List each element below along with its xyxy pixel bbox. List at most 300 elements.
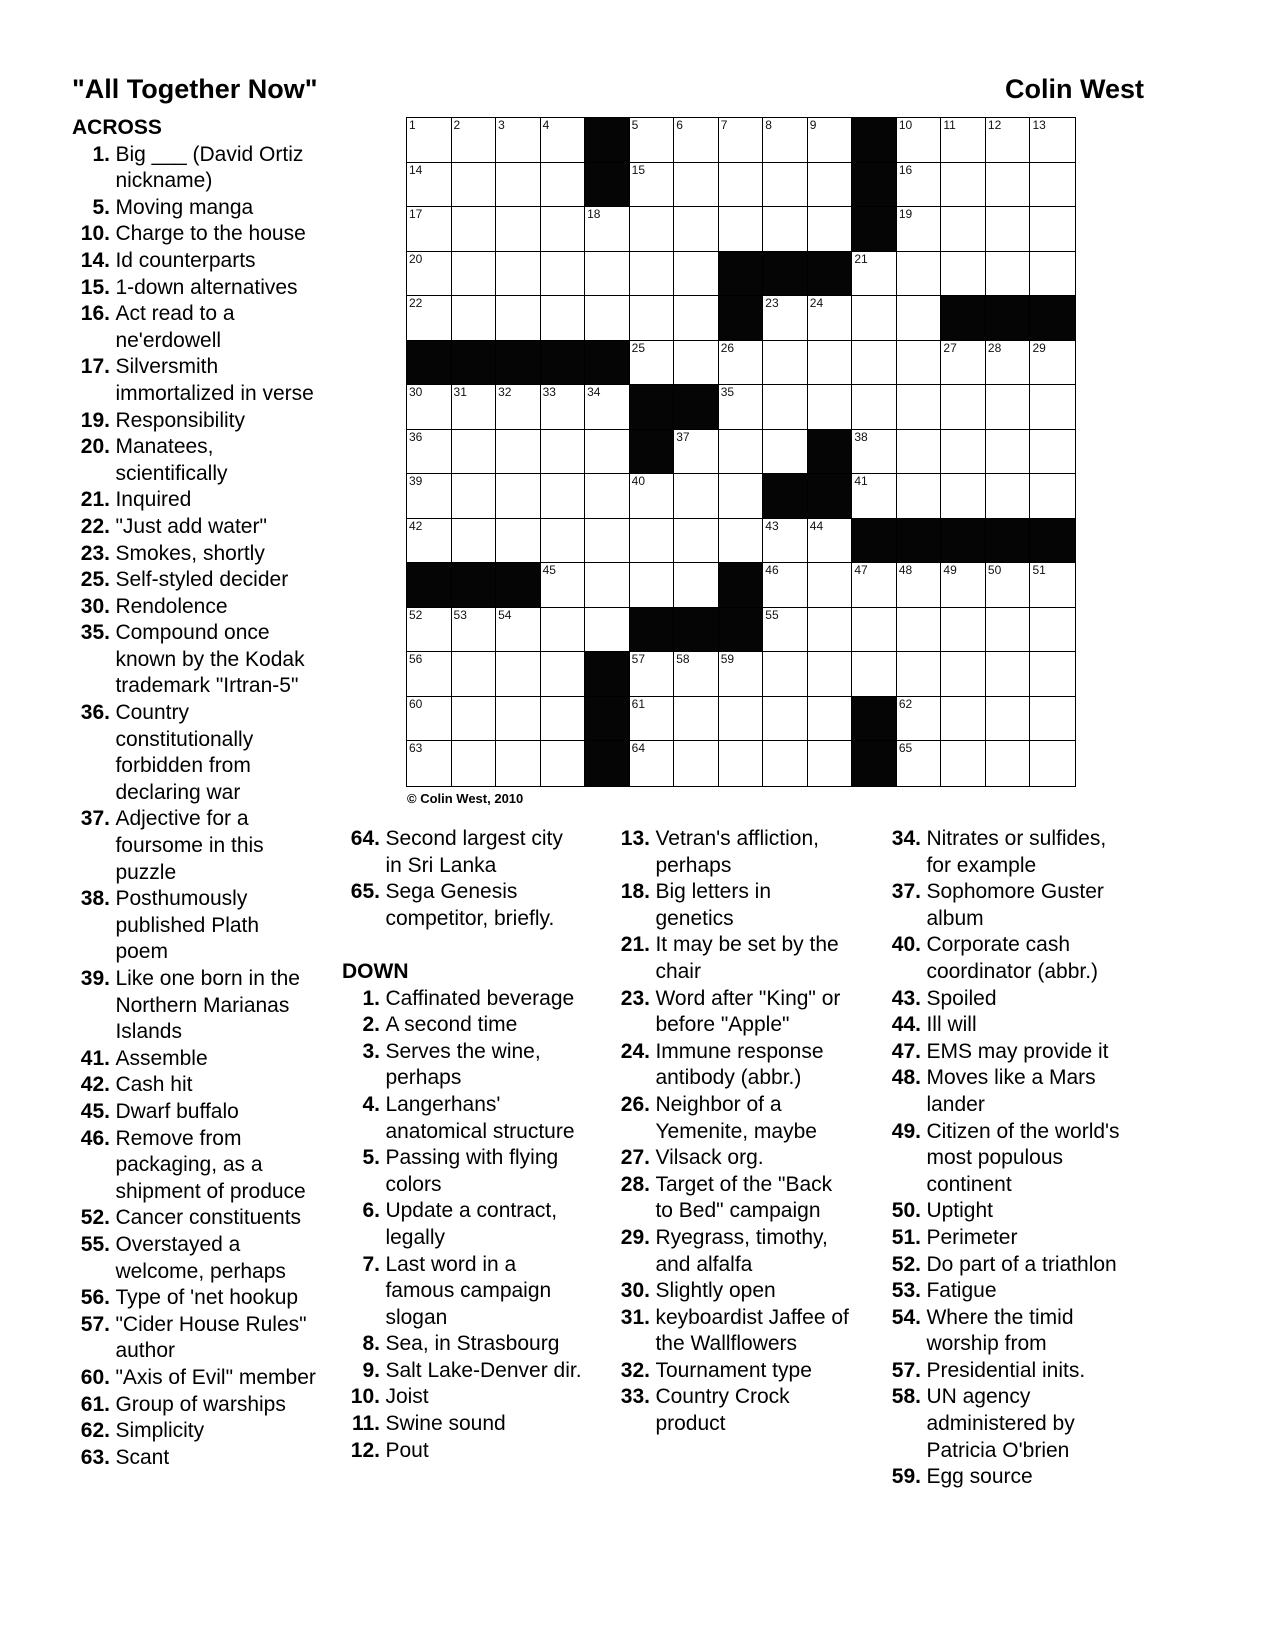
clue-number: 23. [80,541,110,565]
grid-cell[interactable] [452,474,497,519]
grid-cell[interactable] [719,474,764,519]
grid-cell[interactable] [630,652,675,697]
grid-cell[interactable] [1030,563,1075,608]
clue-text [650,1225,882,1278]
grid-cell[interactable] [407,163,452,208]
grid-cell[interactable] [719,430,764,475]
grid-cell[interactable] [630,563,675,608]
grid-cell[interactable] [986,652,1031,697]
crossword-grid[interactable] [406,117,1076,787]
clue-text [650,826,882,879]
grid-cell[interactable] [407,296,452,341]
grid-cell[interactable] [941,207,986,252]
grid-cell[interactable] [674,474,719,519]
clue-item [72,1445,342,1472]
grid-cell[interactable] [763,430,808,475]
grid-cell[interactable] [941,163,986,208]
grid-cell[interactable] [897,608,942,653]
grid-cell[interactable] [407,252,452,297]
clue-text [921,1119,1153,1199]
grid-cell[interactable] [808,385,853,430]
grid-cell[interactable] [763,296,808,341]
grid-cell[interactable] [852,341,897,386]
grid-cell[interactable] [808,608,853,653]
grid-cell[interactable] [1030,741,1075,786]
grid-cell[interactable] [808,296,853,341]
grid-block [585,341,630,386]
grid-cell[interactable] [585,385,630,430]
clue-item [72,886,342,966]
clue-item [883,1065,1153,1118]
grid-cell[interactable] [1030,252,1075,297]
grid-cell[interactable] [496,608,541,653]
grid-cell[interactable] [541,207,586,252]
grid-cell[interactable] [496,474,541,519]
clue-text [921,879,1153,932]
grid-cell[interactable] [1030,474,1075,519]
clue-text [650,1039,882,1092]
grid-cell[interactable] [986,697,1031,742]
clue-line: before "Apple" [655,1013,790,1037]
grid-cell[interactable] [763,519,808,564]
grid-block [585,741,630,786]
clue-item [883,932,1153,985]
cell-number: 8 [765,118,772,132]
clue-item [72,966,342,1046]
grid-cell[interactable] [941,385,986,430]
grid-cell[interactable] [852,608,897,653]
clue-item [72,541,342,568]
grid-block [986,519,1031,564]
grid-cell[interactable] [496,207,541,252]
clue-text [921,1358,1153,1385]
grid-block [1030,296,1075,341]
cell-number: 4 [542,118,550,132]
clue-line: keyboardist Jaffee of [655,1305,849,1329]
grid-cell[interactable] [897,697,942,742]
grid-cell[interactable] [541,163,586,208]
grid-cell[interactable] [986,430,1031,475]
grid-cell[interactable] [941,652,986,697]
cell-number: 19 [898,207,913,222]
grid-cell[interactable] [719,118,764,163]
grid-cell[interactable] [630,519,675,564]
grid-cell[interactable] [763,697,808,742]
grid-block [452,563,497,608]
cell-number: 57 [631,652,646,667]
clue-item [612,1039,882,1092]
grid-block [808,430,853,475]
grid-cell[interactable] [630,741,675,786]
clue-number: 36. [80,701,110,725]
cell-number: 46 [765,563,779,578]
cell-number: 59 [720,652,735,667]
grid-cell[interactable] [452,207,497,252]
grid-cell[interactable] [1030,118,1075,163]
grid-cell[interactable] [763,741,808,786]
clue-number: 60. [80,1365,110,1389]
clue-line: Caffinated beverage [385,986,575,1010]
grid-cell[interactable] [852,252,897,297]
clue-item [342,1438,612,1465]
grid-cell[interactable] [763,207,808,252]
grid-cell[interactable] [407,207,452,252]
clue-line: Manatees, [115,435,214,459]
grid-cell[interactable] [852,430,897,475]
grid-cell[interactable] [674,296,719,341]
grid-cell[interactable] [719,697,764,742]
clue-item [72,221,342,248]
grid-cell[interactable] [941,252,986,297]
grid-cell[interactable] [541,519,586,564]
grid-cell[interactable] [674,430,719,475]
grid-cell[interactable] [541,474,586,519]
grid-cell[interactable] [541,118,586,163]
grid-cell[interactable] [941,341,986,386]
clue-line: It may be set by the [655,933,839,957]
clue-item [612,1092,882,1145]
clue-item [72,620,342,700]
grid-cell[interactable] [852,563,897,608]
clue-number: 17. [80,355,110,379]
grid-cell[interactable] [674,697,719,742]
grid-block [630,608,675,653]
grid-cell[interactable] [897,652,942,697]
clue-number: 18. [620,880,650,904]
clue-item [612,932,882,985]
grid-cell[interactable] [407,430,452,475]
grid-cell[interactable] [585,207,630,252]
clue-text [380,1384,612,1411]
clue-text [110,594,342,621]
grid-cell[interactable] [897,252,942,297]
grid-cell[interactable] [585,430,630,475]
grid-cell[interactable] [986,163,1031,208]
clue-line: colors [385,1172,442,1196]
grid-cell[interactable] [541,741,586,786]
grid-block [630,430,675,475]
grid-cell[interactable] [1030,207,1075,252]
cell-number: 43 [765,518,779,533]
grid-cell[interactable] [897,385,942,430]
grid-cell[interactable] [452,163,497,208]
grid-cell[interactable] [496,741,541,786]
grid-cell[interactable] [808,118,853,163]
grid-cell[interactable] [496,652,541,697]
grid-cell[interactable] [674,252,719,297]
grid-cell[interactable] [941,118,986,163]
grid-cell[interactable] [897,118,942,163]
grid-cell[interactable] [674,341,719,386]
clue-item [342,1012,612,1039]
clue-line: Patricia O'brien [926,1438,1070,1462]
grid-cell[interactable] [986,118,1031,163]
clue-line: product [655,1412,726,1436]
cell-number: 31 [453,385,467,400]
grid-cell[interactable] [763,163,808,208]
grid-cell[interactable] [897,296,942,341]
grid-cell[interactable] [897,430,942,475]
grid-cell[interactable] [986,741,1031,786]
grid-cell[interactable] [1030,385,1075,430]
clue-text [380,1198,612,1251]
grid-cell[interactable] [852,652,897,697]
grid-cell[interactable] [630,296,675,341]
grid-cell[interactable] [452,430,497,475]
grid-cell[interactable] [452,296,497,341]
grid-cell[interactable] [763,652,808,697]
clue-line: immortalized in verse [115,381,314,405]
grid-cell[interactable] [897,341,942,386]
clue-line: Simplicity [115,1419,205,1443]
grid-cell[interactable] [585,519,630,564]
grid-cell[interactable] [452,652,497,697]
cell-number: 18 [587,207,601,222]
grid-cell[interactable] [407,697,452,742]
grid-block [585,697,630,742]
grid-cell[interactable] [541,563,586,608]
clue-number: 46. [80,1126,110,1150]
clue-text [110,1445,342,1472]
clue-text [110,514,342,541]
grid-cell[interactable] [585,252,630,297]
grid-cell[interactable] [496,385,541,430]
clue-line: puzzle [115,860,177,884]
grid-block [452,341,497,386]
clue-item [883,1198,1153,1225]
cell-number: 20 [409,251,423,266]
clue-number: 51. [891,1225,921,1249]
grid-cell[interactable] [852,296,897,341]
grid-cell[interactable] [986,341,1031,386]
grid-cell[interactable] [986,207,1031,252]
grid-cell[interactable] [541,608,586,653]
cell-number: 48 [898,563,913,578]
grid-cell[interactable] [630,474,675,519]
clue-number: 38. [80,887,110,911]
grid-cell[interactable] [763,563,808,608]
grid-cell[interactable] [1030,341,1075,386]
grid-cell[interactable] [541,385,586,430]
grid-cell[interactable] [986,252,1031,297]
grid-cell[interactable] [452,697,497,742]
grid-cell[interactable] [763,608,808,653]
across-continued-column [342,826,612,1464]
grid-cell[interactable] [541,252,586,297]
grid-cell[interactable] [941,608,986,653]
grid-cell[interactable] [808,341,853,386]
grid-cell[interactable] [986,563,1031,608]
cell-number: 36 [409,429,423,444]
cell-number: 62 [898,696,913,711]
grid-cell[interactable] [808,697,853,742]
grid-cell[interactable] [407,652,452,697]
clue-number: 21. [620,933,650,957]
grid-cell[interactable] [719,341,764,386]
grid-cell[interactable] [941,430,986,475]
grid-cell[interactable] [1030,697,1075,742]
grid-cell[interactable] [674,163,719,208]
grid-block [986,296,1031,341]
grid-cell[interactable] [496,697,541,742]
grid-cell[interactable] [585,563,630,608]
grid-cell[interactable] [585,474,630,519]
grid-cell[interactable] [763,118,808,163]
grid-cell[interactable] [674,207,719,252]
grid-cell[interactable] [541,296,586,341]
clue-number: 15. [80,275,110,299]
grid-cell[interactable] [941,741,986,786]
grid-cell[interactable] [630,697,675,742]
clue-line: perhaps [385,1066,462,1090]
clue-number: 62. [80,1419,110,1443]
grid-cell[interactable] [719,741,764,786]
grid-cell[interactable] [452,519,497,564]
grid-cell[interactable] [808,652,853,697]
grid-cell[interactable] [897,163,942,208]
grid-cell[interactable] [719,519,764,564]
grid-cell[interactable] [719,652,764,697]
grid-cell[interactable] [496,118,541,163]
clue-line: perhaps [655,853,732,877]
clue-number: 3. [362,1039,380,1063]
grid-cell[interactable] [496,519,541,564]
cell-number: 13 [1032,118,1046,132]
grid-cell[interactable] [496,163,541,208]
grid-cell[interactable] [541,697,586,742]
grid-cell[interactable] [1030,652,1075,697]
grid-cell[interactable] [941,563,986,608]
grid-cell[interactable] [452,118,497,163]
clue-line: Inquired [115,488,192,512]
cell-number: 6 [676,118,683,132]
cell-number: 22 [409,296,423,311]
cell-number: 24 [809,296,824,311]
clue-text [380,1411,612,1438]
clue-text [110,434,342,487]
clue-number: 29. [620,1225,650,1249]
grid-cell[interactable] [1030,430,1075,475]
clue-item [72,1392,342,1419]
cell-number: 28 [987,340,1002,355]
grid-cell[interactable] [630,118,675,163]
grid-cell[interactable] [674,652,719,697]
clue-text [110,886,342,966]
clue-text [110,301,342,354]
grid-cell[interactable] [897,207,942,252]
grid-cell[interactable] [496,296,541,341]
clue-item [72,434,342,487]
clue-item [72,1205,342,1232]
grid-cell[interactable] [941,697,986,742]
clue-item [612,1172,882,1225]
clue-item [72,1365,342,1392]
grid-cell[interactable] [630,207,675,252]
clue-number: 40. [891,933,921,957]
grid-cell[interactable] [407,608,452,653]
grid-cell[interactable] [674,118,719,163]
grid-cell[interactable] [585,296,630,341]
clue-item [883,1225,1153,1252]
grid-cell[interactable] [719,207,764,252]
grid-cell[interactable] [407,385,452,430]
clue-item [883,1278,1153,1305]
grid-cell[interactable] [674,519,719,564]
clue-item [72,1285,342,1312]
grid-cell[interactable] [719,385,764,430]
grid-cell[interactable] [407,519,452,564]
clue-item [612,826,882,879]
grid-cell[interactable] [941,474,986,519]
clue-text [650,986,882,1039]
grid-cell[interactable] [897,563,942,608]
grid-cell[interactable] [452,741,497,786]
clue-line: Serves the wine, [385,1039,541,1063]
grid-cell[interactable] [496,430,541,475]
clue-number: 7. [362,1252,380,1276]
grid-cell[interactable] [986,474,1031,519]
clue-text [921,1305,1153,1358]
grid-cell[interactable] [808,519,853,564]
grid-cell[interactable] [986,608,1031,653]
grid-cell[interactable] [541,430,586,475]
grid-cell[interactable] [763,341,808,386]
grid-cell[interactable] [897,474,942,519]
clue-line: "Just add water" [115,514,267,538]
grid-cell[interactable] [763,385,808,430]
clue-number: 35. [80,621,110,645]
grid-cell[interactable] [808,563,853,608]
grid-cell[interactable] [1030,163,1075,208]
grid-cell[interactable] [541,652,586,697]
grid-cell[interactable] [852,385,897,430]
clue-text [110,567,342,594]
grid-cell[interactable] [674,563,719,608]
grid-cell[interactable] [452,608,497,653]
grid-cell[interactable] [630,163,675,208]
clue-item [342,1145,612,1198]
clue-number: 26. [620,1092,650,1116]
grid-cell[interactable] [585,608,630,653]
grid-cell[interactable] [407,118,452,163]
grid-cell[interactable] [496,252,541,297]
grid-cell[interactable] [630,341,675,386]
clue-number: 53. [891,1279,921,1303]
clue-text [380,986,612,1013]
grid-cell[interactable] [452,252,497,297]
grid-cell[interactable] [852,474,897,519]
grid-cell[interactable] [897,741,942,786]
grid-cell[interactable] [630,252,675,297]
grid-cell[interactable] [986,385,1031,430]
grid-cell[interactable] [407,741,452,786]
grid-cell[interactable] [452,385,497,430]
clue-number: 23. [620,986,650,1010]
grid-cell[interactable] [808,163,853,208]
clue-number: 52. [80,1206,110,1230]
grid-cell[interactable] [674,741,719,786]
clue-line: Id counterparts [115,248,256,272]
grid-cell[interactable] [1030,608,1075,653]
grid-cell[interactable] [719,163,764,208]
grid-cell[interactable] [407,474,452,519]
cell-number: 10 [898,118,913,132]
grid-cell[interactable] [808,207,853,252]
clue-line: Nitrates or sulfides, [926,827,1107,850]
grid-cell[interactable] [808,741,853,786]
grid-block [719,608,764,653]
clue-text [110,806,342,886]
